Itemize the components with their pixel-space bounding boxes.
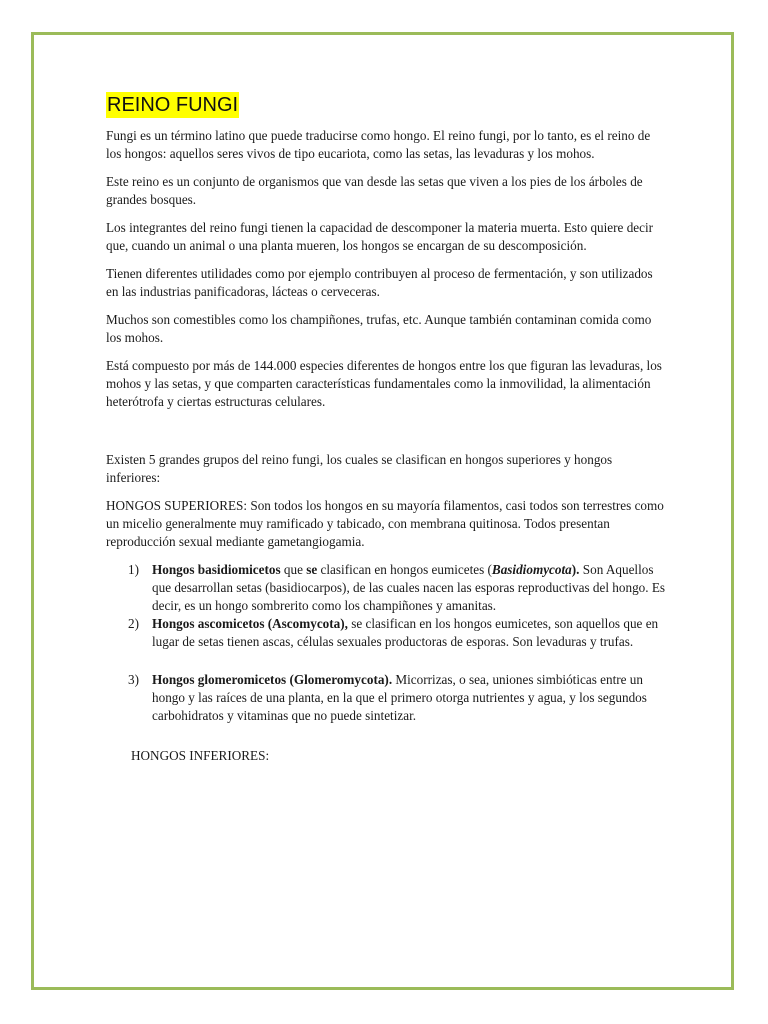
list-item-term: Hongos glomeromicetos (Glomeromycota). [152, 672, 393, 687]
paragraph-definition: Fungi es un término latino que puede traducirse como hongo. El reino fungi, por lo tanto, es el reino de los hongos: aquellos seres vivos de tipo eucariota, como las setas, las levaduras y los mohos. [106, 128, 651, 161]
spacer [106, 421, 666, 451]
list-number: 1) [128, 562, 139, 577]
paragraph-utilities: Tienen diferentes utilidades como por ejemplo contribuyen al proceso de fermentación, y son utilizados en las industrias panificadoras, lácteas o cerveceras. [106, 266, 653, 299]
list-item-text: se clasifican en los hongos eumicetes, son aquellos que en lugar de setas tienen ascas, células sexuales productoras de esporas. Son levaduras y trufas. [152, 616, 659, 649]
list-item-ascomicetos [106, 615, 666, 651]
list-item-text: Son Aquellos que desarrollan setas (basidiocarpos), de las cuales nacen las esporas reproductivas del hongo. Es decir, es un hongo sombrerito como los champiñones y amanitas. [152, 562, 666, 613]
paragraph-species: Está compuesto por más de 144.000 especies diferentes de hongos entre los que figuran las levaduras, los mohos y las setas, y que comparten características fundamentales como la inmovilidad, la alimentación heterótrofa y ciertas estructuras celulares. [106, 358, 662, 409]
list-item-term: ). [571, 562, 580, 577]
paragraph-edible: Muchos son comestibles como los champiñones, trufas, etc. Aunque también contaminan comida como los mohos. [106, 312, 652, 345]
paragraph-groups-intro: Existen 5 grandes grupos del reino fungi, los cuales se clasifican en hongos superiores y hongos inferiores: [106, 452, 613, 485]
list-number: 2) [128, 616, 139, 631]
fungi-groups-list [106, 561, 666, 725]
list-item-text: Micorrizas, o sea, uniones simbióticas entre un hongo y las raíces de una planta, en la que el primero otorga nutrientes y agua, y los segundos carbohidratos y vitaminas que no puede sintetizar. [152, 672, 647, 723]
list-item-basidiomicetos [106, 561, 666, 615]
paragraph-superiores: HONGOS SUPERIORES: Son todos los hongos en su mayoría filamentos, casi todos son terrestres como un micelio generalmente muy ramificado y tabicado, con membrana quitinosa. Todos presentan reproducción sexual mediante gametangiogamia. [106, 498, 664, 549]
paragraph-organisms: Este reino es un conjunto de organismos que van desde las setas que viven a los pies de los árboles de grandes bosques. [106, 174, 643, 207]
list-item-text: clasifican en hongos eumicetes ( [317, 562, 492, 577]
document-title: REINO FUNGI [107, 94, 239, 116]
paragraph-decomposition: Los integrantes del reino fungi tienen la capacidad de descomponer la materia muerta. Esto quiere decir que, cuando un animal o una planta mueren, los hongos se encargan de su descomposición. [106, 220, 654, 253]
document-body [106, 92, 666, 765]
heading-inferiores: HONGOS INFERIORES: [131, 748, 270, 763]
list-item-term: Hongos ascomicetos (Ascomycota), [152, 616, 348, 631]
list-number: 3) [128, 672, 139, 687]
list-item-glomeromicetos [106, 671, 666, 725]
list-item-term: Hongos basidiomicetos [152, 562, 281, 577]
list-item-term: se [306, 562, 318, 577]
list-item-scientific-name: Basidiomycota [491, 562, 572, 577]
list-item-text: que [280, 562, 307, 577]
